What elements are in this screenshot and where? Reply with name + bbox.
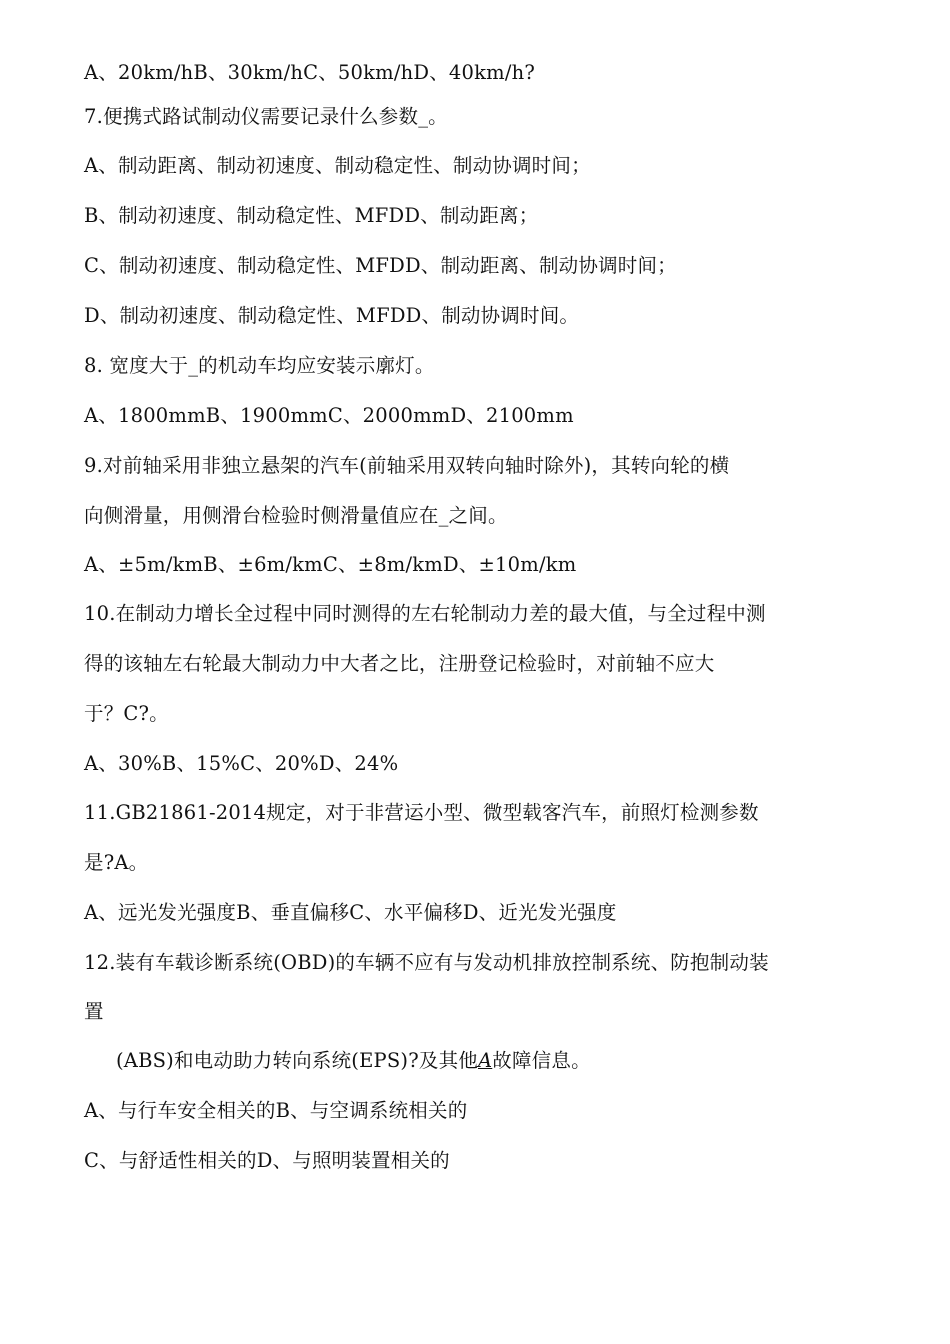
q12-question-line1: 12.装有车载诊断系统(OBD)的车辆不应有与发动机排放控制系统、防抱制动装 (84, 951, 769, 974)
q12-answer: A (477, 1049, 493, 1072)
q9-question-line1: 9.对前轴采用非独立悬架的汽车(前轴采用双转向轴时除外)，其转向轮的横 (84, 454, 730, 477)
q9-question-line2: 向侧滑量，用侧滑台检验时侧滑量值应在_之间。 (84, 504, 508, 527)
q10-question-line1: 10.在制动力增长全过程中同时测得的左右轮制动力差的最大值，与全过程中测 (84, 602, 766, 625)
q11-options: A、远光发光强度B、垂直偏移C、水平偏移D、近光发光强度 (84, 901, 617, 924)
q12-options-ab: A、与行车安全相关的B、与空调系统相关的 (84, 1099, 468, 1122)
q12-options-cd: C、与舒适性相关的D、与照明装置相关的 (84, 1149, 450, 1172)
q12-question-line2: 置 (84, 1000, 104, 1023)
q11-question-line2: 是?A。 (84, 851, 149, 874)
q7-question: 7.便携式路试制动仪需要记录什么参数_。 (84, 105, 448, 128)
q10-options: A、30%B、15%C、20%D、24% (84, 752, 399, 775)
q12-text-after: 故障信息。 (492, 1049, 591, 1072)
q7-option-d: D、制动初速度、制动稳定性、MFDD、制动协调时间。 (84, 304, 580, 327)
q10-question-line2: 得的该轴左右轮最大制动力中大者之比，注册登记检验时，对前轴不应大 (84, 652, 715, 675)
q12-question-line3 (116, 1048, 591, 1074)
q7-option-c: C、制动初速度、制动稳定性、MFDD、制动距离、制动协调时间； (84, 254, 677, 277)
q11-question-line1: 11.GB21861-2014规定，对于非营运小型、微型载客汽车，前照灯检测参数 (84, 801, 759, 824)
q12-text-before: (ABS)和电动助力转向系统(EPS)?及其他 (116, 1049, 478, 1072)
q6-options: A、20km/hB、30km/hC、50km/hD、40km/h? (84, 61, 536, 84)
q10-question-line3: 于？C?。 (84, 702, 169, 725)
q9-options: A、±5m/kmB、±6m/kmC、±8m/kmD、±10m/km (84, 553, 577, 576)
q8-options: A、1800mmB、1900mmC、2000mmD、2100mm (84, 404, 574, 427)
q7-option-a: A、制动距离、制动初速度、制动稳定性、制动协调时间； (84, 154, 591, 177)
q8-question: 8. 宽度大于_的机动车均应安装示廓灯。 (84, 354, 435, 377)
q7-option-b: B、制动初速度、制动稳定性、MFDD、制动距离； (84, 204, 539, 227)
